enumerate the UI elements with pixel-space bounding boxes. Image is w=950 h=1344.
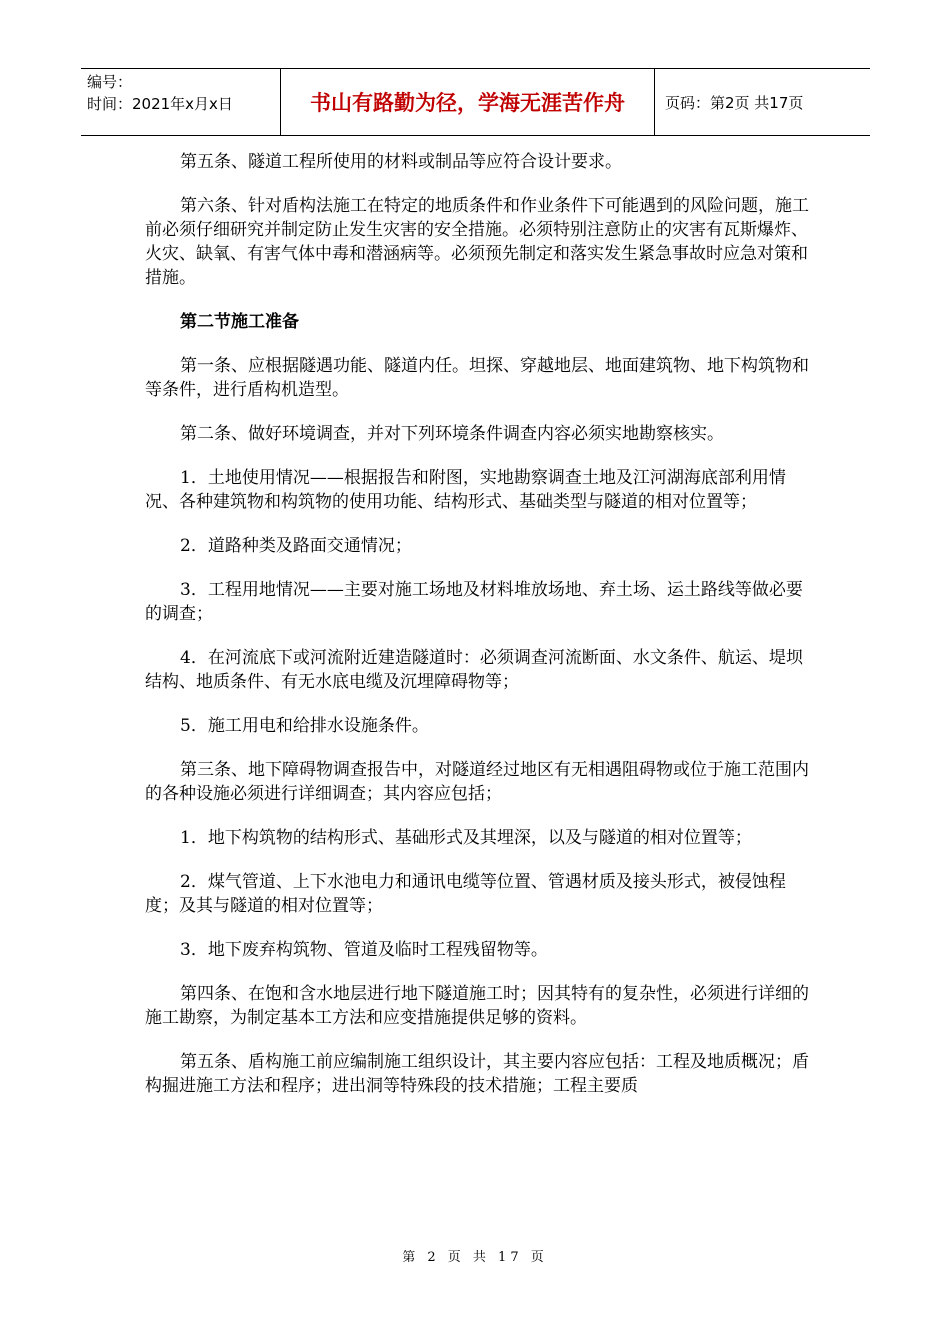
paragraph: 5．施工用电和给排水设施条件。 — [180, 716, 429, 736]
paragraph: 第五条、隧道工程所使用的材料或制品等应符合设计要求。 — [180, 152, 622, 172]
paragraph: 第六条、针对盾构法施工在特定的地质条件和作业条件下可能遇到的风险问题，施工前必须仔细研究并制定防止发生灾害的安全措施。必须特别注意防止的灾害有瓦斯爆炸、火灾、缺氧、有害气体中毒和潜涵病等。必须预先制定和落实发生紧急事故时应急对策和措施。 — [145, 196, 809, 288]
date-label: 时间：2021年x月x日 — [87, 95, 233, 113]
paragraph: 4．在河流底下或河流附近建造隧道时：必须调查河流断面、水文条件、航运、堤坝结构、地质条件、有无水底电缆及沉埋障碍物等； — [145, 648, 803, 692]
paragraph: 第四条、在饱和含水地层进行地下隧道施工时；因其特有的复杂性，必须进行详细的施工勘察，为制定基本工方法和应变措施提供足够的资料。 — [145, 984, 809, 1028]
page-header — [81, 68, 870, 136]
page-footer: 第 2 页 共 17 页 — [402, 1250, 548, 1265]
paragraph: 第一条、应根据隧遇功能、隧道内任。坦探、穿越地层、地面建筑物、地下构筑物和等条件，进行盾构机造型。 — [145, 356, 809, 400]
header-meta — [81, 69, 281, 135]
header-page-info: 页码：第2页 共17页 — [665, 93, 804, 112]
number-label: 编号： — [87, 73, 133, 91]
paragraph: 第二条、做好环境调查，并对下列环境条件调查内容必须实地勘察核实。 — [180, 424, 724, 444]
paragraph: 3．地下废弃构筑物、管道及临时工程残留物等。 — [180, 940, 548, 960]
paragraph: 2．煤气管道、上下水池电力和通讯电缆等位置、管遇材质及接头形式，被侵蚀程度；及其与隧道的相对位置等； — [145, 872, 786, 916]
paragraph: 1．地下构筑物的结构形式、基础形式及其埋深，以及与隧道的相对位置等； — [180, 828, 752, 848]
paragraph: 第五条、盾构施工前应编制施工组织设计，其主要内容应包括：工程及地质概况；盾构掘进施工方法和程序；进出洞等特殊段的技术措施；工程主要质 — [145, 1052, 809, 1096]
paragraph: 3．工程用地情况——主要对施工场地及材料堆放场地、弃土场、运土路线等做必要的调查； — [145, 580, 803, 624]
paragraph: 2．道路种类及路面交通情况； — [180, 536, 412, 556]
document-body — [145, 150, 810, 1118]
section-heading: 第二节施工准备 — [180, 312, 299, 332]
paragraph: 1．土地使用情况——根据报告和附图，实地勘察调查土地及江河湖海底部利用情况、各种建筑物和构筑物的使用功能、结构形式、基础类型与隧道的相对位置等； — [145, 468, 786, 512]
paragraph: 第三条、地下障碍物调查报告中，对隧道经过地区有无相遇阻碍物或位于施工范围内的各种设施必须进行详细调查；其内容应包括； — [145, 760, 809, 804]
header-motto: 书山有路勤为径，学海无涯苦作舟 — [281, 69, 655, 135]
